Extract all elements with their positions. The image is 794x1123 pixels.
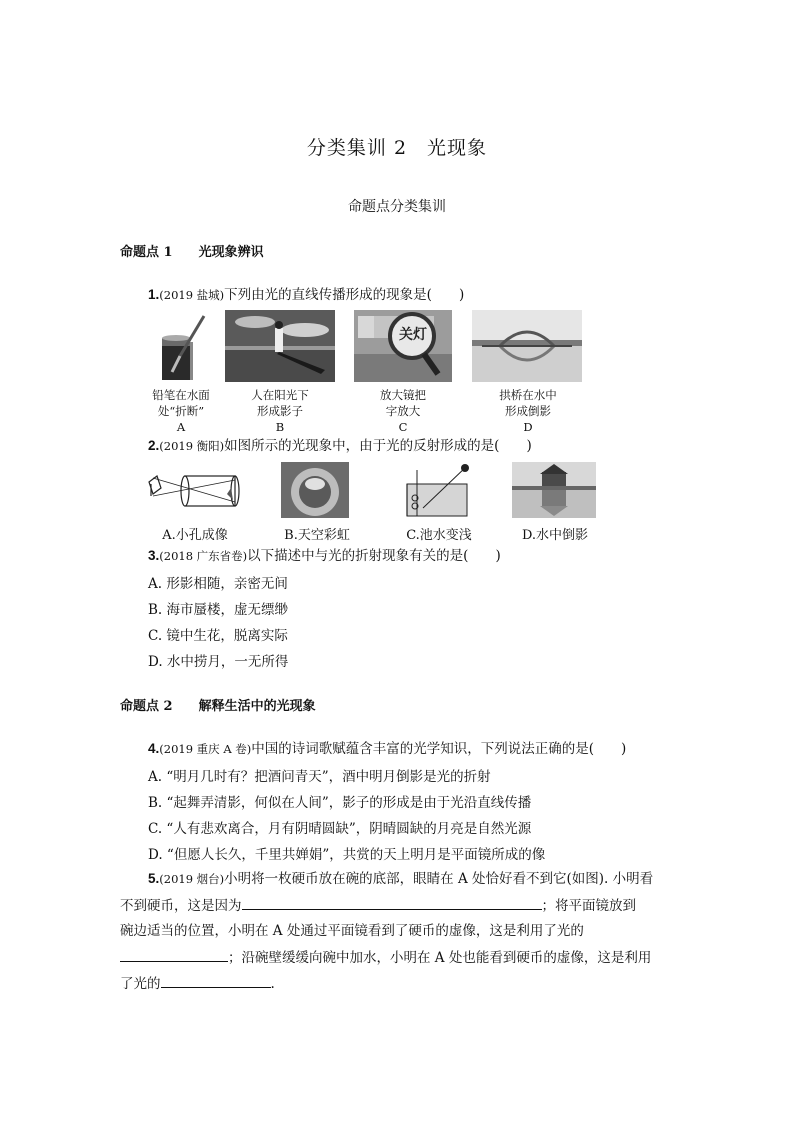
question-4-option-a: A. “明月几时有？把酒问青天”，酒中明月倒影是光的折射 [148,769,491,785]
option-c-label: C.池水变浅 [406,528,472,543]
page-title: 分类集训 2 光现象 [306,137,488,159]
question-number: 3. [148,548,160,563]
option-d-caption [483,387,573,435]
section-name: 解释生活中的光现象 [198,699,316,714]
option-b-caption [237,387,323,435]
section-heading-2 [120,695,316,714]
question-text: 如图所示的光现象中，由于光的反射形成的是( ) [224,438,532,454]
question-source: (2019 盐城) [159,288,225,302]
question-5-line-2 [120,895,680,916]
magnifier-image [354,310,452,382]
option-letter: D [523,420,533,434]
option-letter: A [176,420,186,434]
question-2-stem [148,436,532,456]
option-c-caption [360,387,446,435]
caption-line: 形成影子 [257,404,303,418]
answer-blank-3[interactable] [161,973,271,988]
water-reflection-image [512,462,596,518]
question-5-line-3: 碗边适当的位置，小明在 A 处通过平面镜看到了硬币的虚像，这是利用了光的 [120,923,584,939]
option-a-caption [138,387,224,435]
section-name: 光现象辨识 [198,245,264,260]
option-a-label: A.小孔成像 [162,528,228,543]
caption-line: 放大镜把 [380,388,426,402]
caption-line: 形成倒影 [505,404,551,418]
question-source: (2019 衡阳) [159,439,225,453]
caption-line: 拱桥在水中 [499,388,557,402]
answer-blank-1[interactable] [242,895,542,910]
question-text: 不到硬币，这是因为 [120,898,242,914]
option-d-label: D.水中倒影 [521,528,589,543]
section-heading-1 [120,241,264,260]
bridge-reflection-image [472,310,582,382]
question-source: (2019 重庆 A 卷) [159,742,252,756]
caption-line: 铅笔在水面 [152,388,210,402]
section-label: 命题点 2 [120,699,173,714]
option-letter: B [275,420,285,434]
question-number: 1. [148,287,160,302]
question-3-stem [148,546,501,566]
magnified-text: 关灯 [399,327,427,343]
question-3-option-c: C. 镜中生花，脱离实际 [148,628,288,644]
question-text: ；将平面镜放到 [541,898,636,914]
caption-line: 字放大 [385,404,421,418]
question-number: 5. [148,871,160,886]
pencil-in-water-image [150,312,212,382]
question-5-line-5 [120,973,275,994]
question-source: (2018 广东省卷) [159,549,248,563]
sunlight-shadow-image [225,310,335,382]
question-3-option-a: A. 形影相随，亲密无间 [148,576,288,592]
question-text: ；沿碗壁缓缓向碗中加水，小明在 A 处也能看到硬币的虚像，这是利用 [228,950,652,966]
rainbow-image [281,462,349,518]
question-source: (2019 烟台) [159,872,225,886]
question-1-stem [148,285,464,305]
shallow-pool-diagram [403,462,471,518]
page-subtitle: 命题点分类集训 [348,199,446,215]
question-text: 了光的 [120,976,161,992]
question-3-option-d: D. 水中捞月，一无所得 [148,654,289,670]
question-text: 以下描述中与光的折射现象有关的是( ) [247,548,501,564]
question-3-option-b: B. 海市蜃楼，虚无缥缈 [148,602,289,618]
caption-line: 处“折断” [157,404,205,418]
question-4-option-b: B. “起舞弄清影，何似在人间”，影子的形成是由于光沿直线传播 [148,795,532,811]
option-letter: C [398,420,408,434]
question-text: 中国的诗词歌赋蕴含丰富的光学知识，下列说法正确的是( ) [251,741,627,757]
answer-blank-2[interactable] [120,947,228,962]
question-5-line-4 [120,947,680,968]
section-label: 命题点 1 [120,245,173,260]
question-text: . [270,976,275,992]
caption-line: 人在阳光下 [251,388,309,402]
question-number: 4. [148,741,160,756]
question-4-stem [148,739,626,759]
question-4-option-d: D. “但愿人长久，千里共婵娟”，共赏的天上明月是平面镜所成的像 [148,847,546,863]
question-text: 下列由光的直线传播形成的现象是( ) [224,287,465,303]
option-b-label: B.天空彩虹 [284,528,350,543]
question-number: 2. [148,438,160,453]
question-4-option-c: C. “人有悲欢离合，月有阴晴圆缺”，阴晴圆缺的月亮是自然光源 [148,821,532,837]
question-text: 小明将一枚硬币放在碗的底部，眼睛在 A 处恰好看不到它(如图). 小明看 [224,871,654,887]
pinhole-camera-diagram [143,466,243,516]
question-5-line-1 [148,869,653,889]
